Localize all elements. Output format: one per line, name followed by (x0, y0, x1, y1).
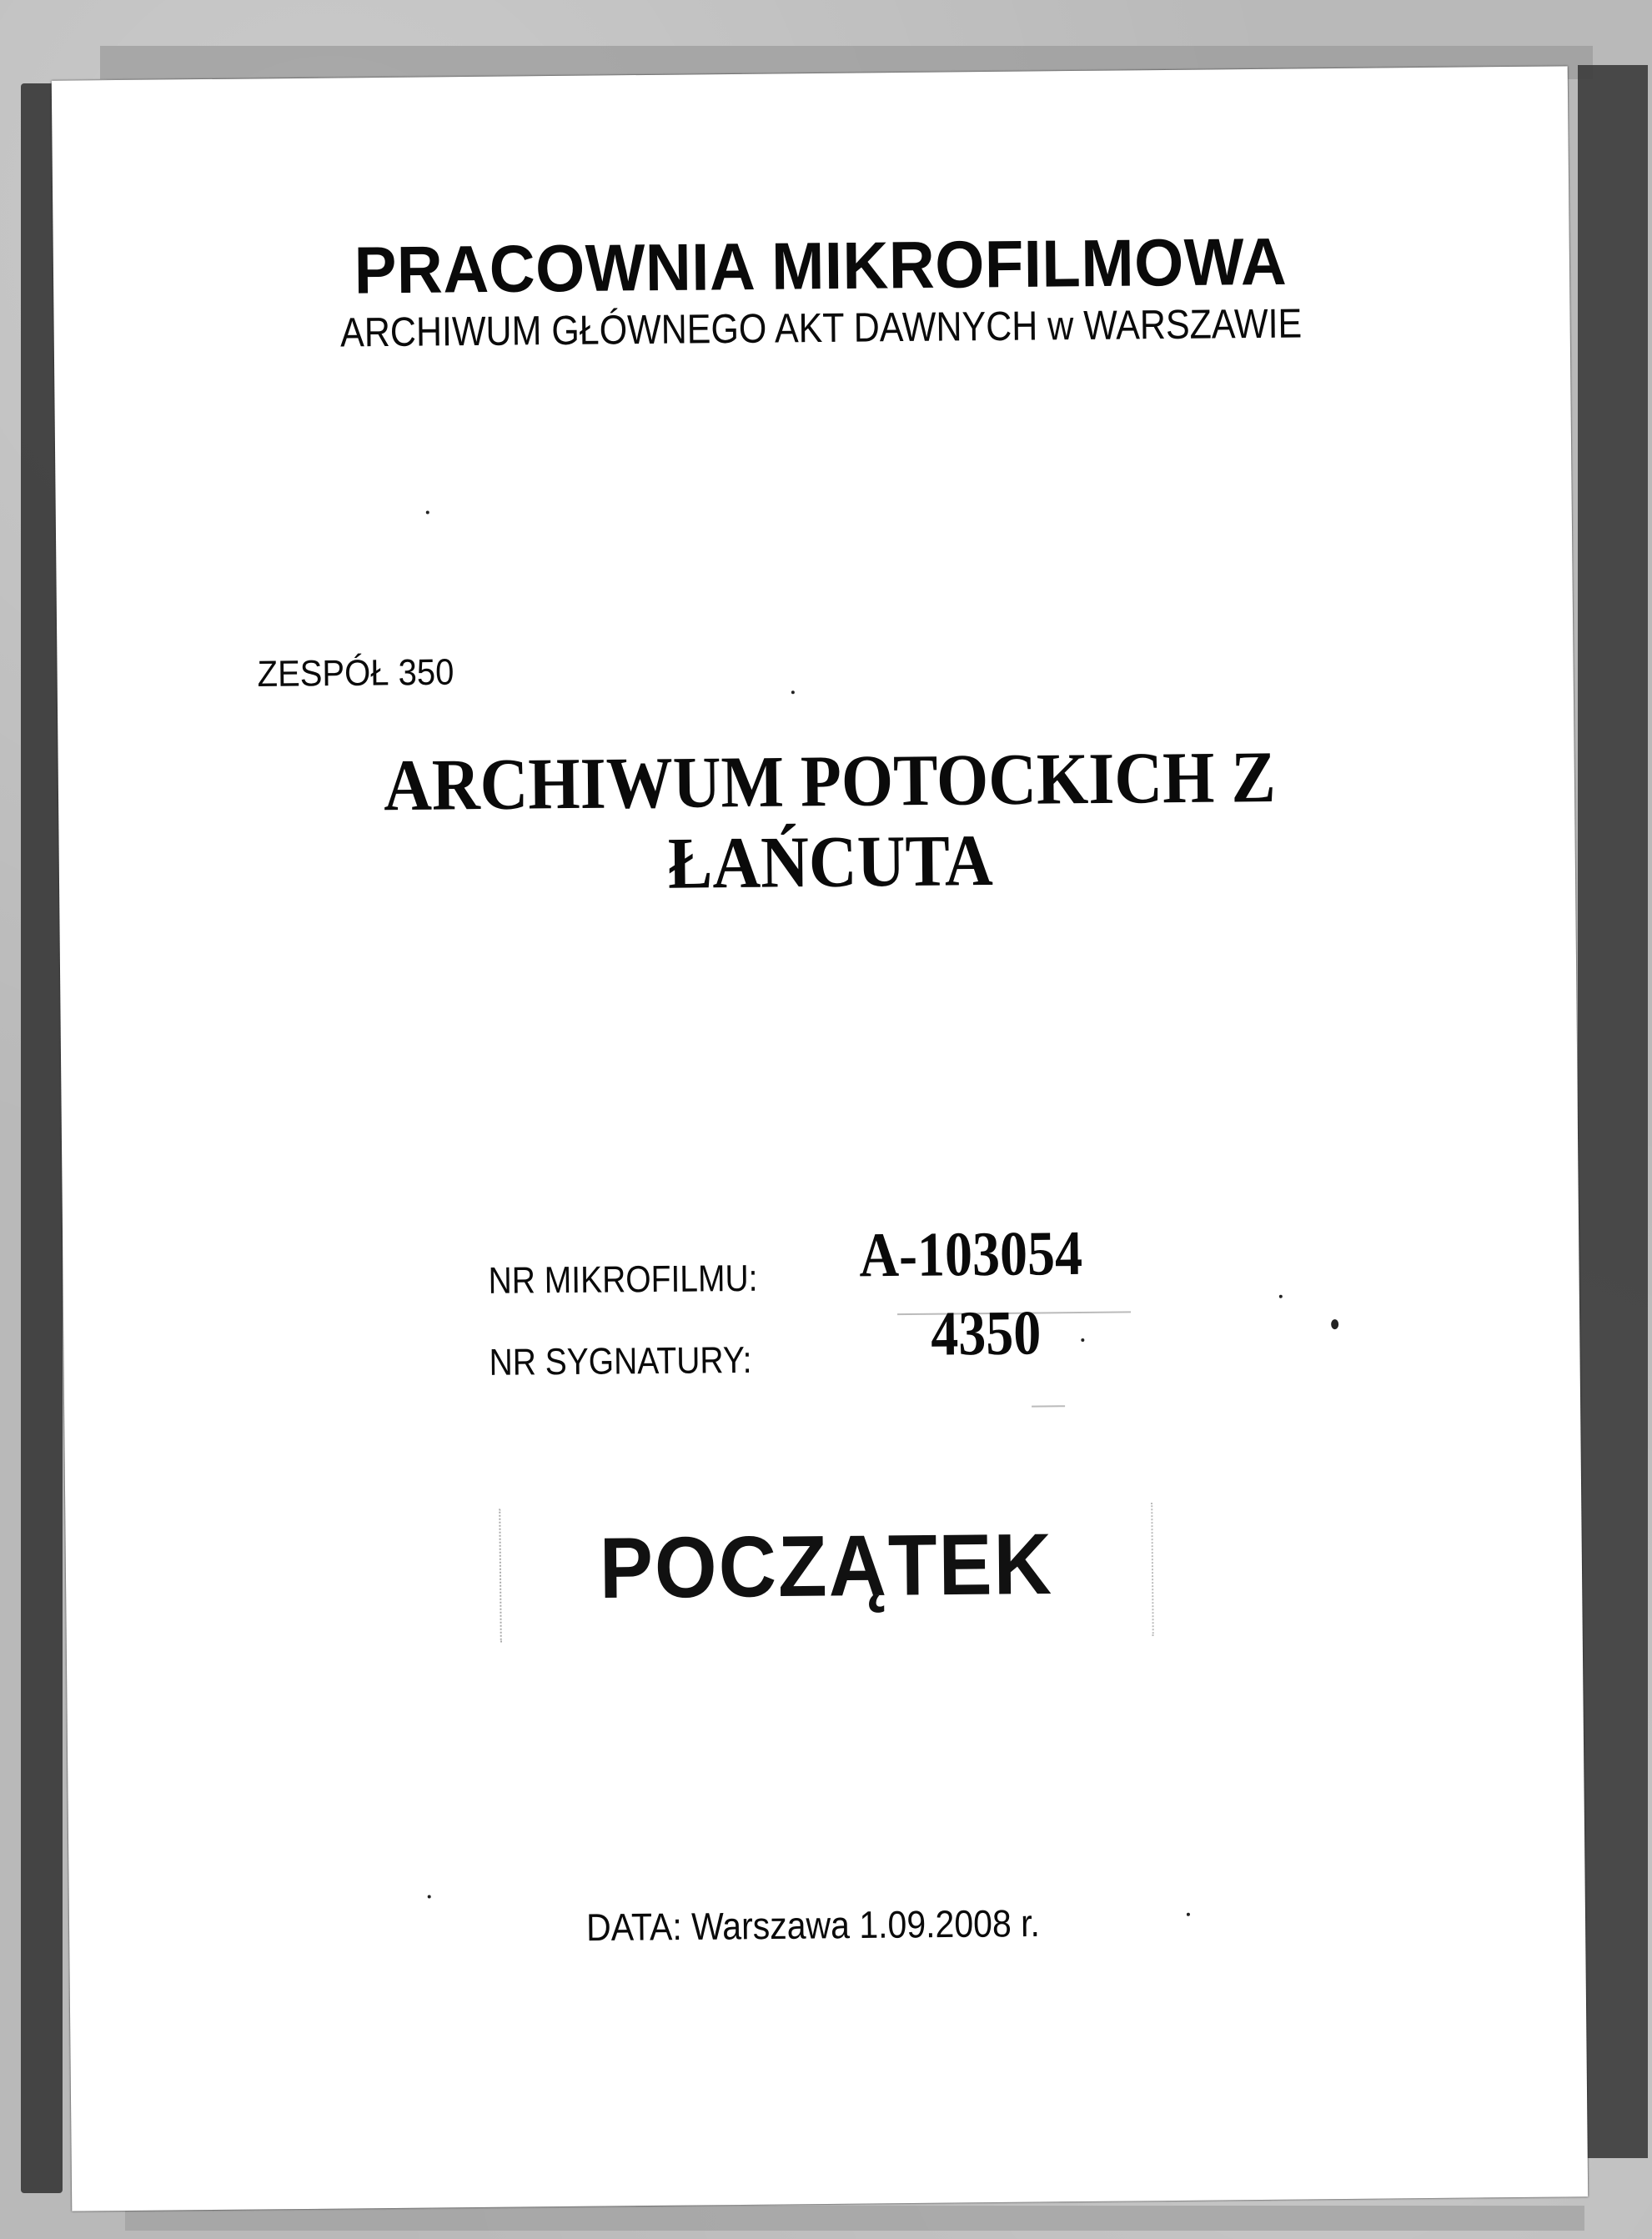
scan-speck (428, 1895, 431, 1899)
date-line: DATA: Warszawa 1.09.2008 r. (585, 1901, 1041, 1950)
microfilm-number-label: NR MIKROFILMU: (488, 1258, 758, 1303)
right-edge-shadow (1578, 65, 1648, 2158)
signature-number-value: 4350 (930, 1298, 1042, 1369)
fond-title-line-1: ARCHIWUM POTOCKICH Z (383, 736, 1277, 826)
scan-speck (426, 510, 429, 514)
document-page (52, 66, 1588, 2211)
divider-line (1032, 1405, 1065, 1407)
signature-number-label: NR SYGNATURY: (489, 1339, 752, 1384)
fond-title-line-2: ŁAŃCUTA (667, 820, 994, 905)
status-label: POCZĄTEK (599, 1516, 1054, 1617)
microfilm-number-value: A-103054 (858, 1218, 1083, 1291)
fond-number-label: ZESPÓŁ 350 (257, 652, 454, 695)
scan-speck (791, 690, 795, 694)
bottom-edge-shadow (125, 2206, 1584, 2231)
status-stamp (499, 1503, 1153, 1643)
workshop-title: PRACOWNIA MIKROFILMOWA (354, 224, 1288, 309)
scan-speck (1331, 1319, 1338, 1329)
scan-speck (1081, 1338, 1084, 1342)
fond-title (224, 735, 1435, 909)
archive-subtitle: ARCHIWUM GŁÓWNEGO AKT DAWNYCH w WARSZAWIE (339, 300, 1303, 356)
scan-speck (1279, 1295, 1283, 1298)
